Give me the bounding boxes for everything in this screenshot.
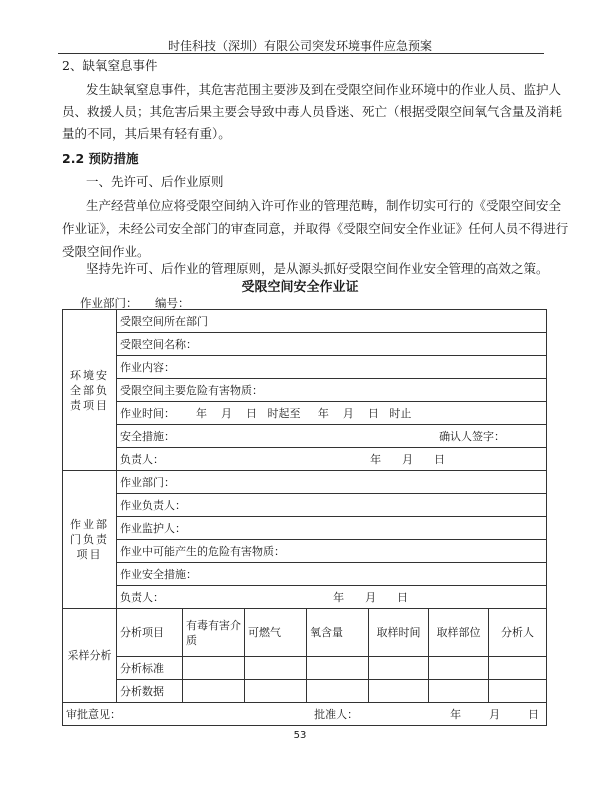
column-header: 取样部位 — [429, 609, 489, 657]
column-header: 有毒有害介质 — [183, 609, 245, 657]
form-cell[interactable] — [489, 680, 547, 703]
field-label: 负责人： — [120, 452, 164, 466]
page-number: 53 — [293, 730, 307, 741]
form-cell[interactable] — [489, 657, 547, 680]
permit-form-table — [62, 309, 547, 726]
number-label: 编号： — [155, 296, 190, 310]
paragraph-line: 发生缺氧窒息事件，其危害范围主要涉及到在受限空间作业环境中的作业人员、监护人 — [86, 82, 562, 97]
date-label: 年 月 日 — [333, 590, 409, 604]
paragraph-line: 一、先许可、后作业原则 — [86, 174, 224, 189]
form-field[interactable]: 作业安全措施： — [117, 563, 547, 586]
paragraph-line: 量的不同，其后果有轻有重）。 — [62, 126, 231, 141]
form-cell[interactable] — [183, 657, 245, 680]
paragraph-line: 员、救援人员；其危害后果主要会导致中毒人员昏迷、死亡（根据受限空间氧气含量及消耗 — [62, 104, 563, 119]
form-cell[interactable] — [245, 657, 307, 680]
env-section-label: 环境安全部负责项目 — [63, 310, 117, 471]
header-rule — [58, 53, 544, 54]
form-cell[interactable] — [245, 680, 307, 703]
form-cell[interactable] — [369, 680, 429, 703]
column-header: 可燃气 — [245, 609, 307, 657]
column-header: 取样时间 — [369, 609, 429, 657]
section-heading: 2.2 预防措施 — [62, 151, 139, 166]
form-field[interactable]: 作业时间： 年 月 日 时起至 年 月 日 时止 — [117, 402, 547, 425]
form-field[interactable]: 作业内容： — [117, 356, 547, 379]
form-field[interactable]: 受限空间名称： — [117, 333, 547, 356]
form-field[interactable] — [117, 425, 547, 448]
approval-date: 年 月 日 — [450, 707, 540, 721]
row-label: 分析数据 — [117, 680, 183, 703]
column-header: 氧含量 — [307, 609, 369, 657]
form-cell[interactable] — [429, 657, 489, 680]
sampling-section-label: 采样分析 — [63, 609, 117, 703]
approval-field[interactable] — [63, 703, 547, 726]
paragraph-line: 作业证》，未经公司安全部门的审查同意，并取得《受限空间安全作业证》任何人员不得进行 — [62, 221, 569, 236]
form-field[interactable]: 受限空间主要危险有害物质： — [117, 379, 547, 402]
field-label: 安全措施： — [120, 429, 175, 443]
form-title: 受限空间安全作业证 — [241, 280, 359, 295]
row-label: 分析标准 — [117, 657, 183, 680]
form-cell[interactable] — [429, 680, 489, 703]
confirm-signature-label: 确认人签字： — [439, 429, 506, 443]
column-header: 分析项目 — [117, 609, 183, 657]
field-label: 负责人： — [120, 590, 164, 604]
paragraph-line: 生产经营单位应将受限空间纳入许可作业的管理范畴，制作切实可行的《受限空间安全 — [86, 198, 562, 213]
approval-label: 审批意见： — [66, 707, 121, 721]
form-field[interactable]: 受限空间所在部门 — [117, 310, 547, 333]
paragraph-line: 受限空间作业。 — [62, 244, 150, 259]
section-heading: 2、缺氧窒息事件 — [62, 58, 158, 73]
form-field[interactable] — [117, 586, 547, 609]
form-field[interactable]: 作业中可能产生的危险有害物质： — [117, 540, 547, 563]
dept-label: 作业部门： — [80, 296, 138, 310]
date-label: 年 月 日 — [370, 452, 446, 466]
form-field[interactable]: 作业监护人： — [117, 517, 547, 540]
approver-label: 批准人： — [314, 707, 359, 721]
form-field[interactable]: 作业部门： — [117, 471, 547, 494]
form-cell[interactable] — [369, 657, 429, 680]
form-field[interactable] — [117, 448, 547, 471]
form-field[interactable]: 作业负责人： — [117, 494, 547, 517]
document-header: 时佳科技（深圳）有限公司突发环境事件应急预案 — [167, 39, 432, 53]
form-cell[interactable] — [307, 657, 369, 680]
paragraph-line: 坚持先许可、后作业的管理原则，是从源头抓好受限空间作业安全管理的高效之策。 — [86, 261, 549, 276]
work-section-label: 作业部门负责项目 — [63, 471, 117, 609]
column-header: 分析人 — [489, 609, 547, 657]
form-cell[interactable] — [183, 680, 245, 703]
form-cell[interactable] — [307, 680, 369, 703]
